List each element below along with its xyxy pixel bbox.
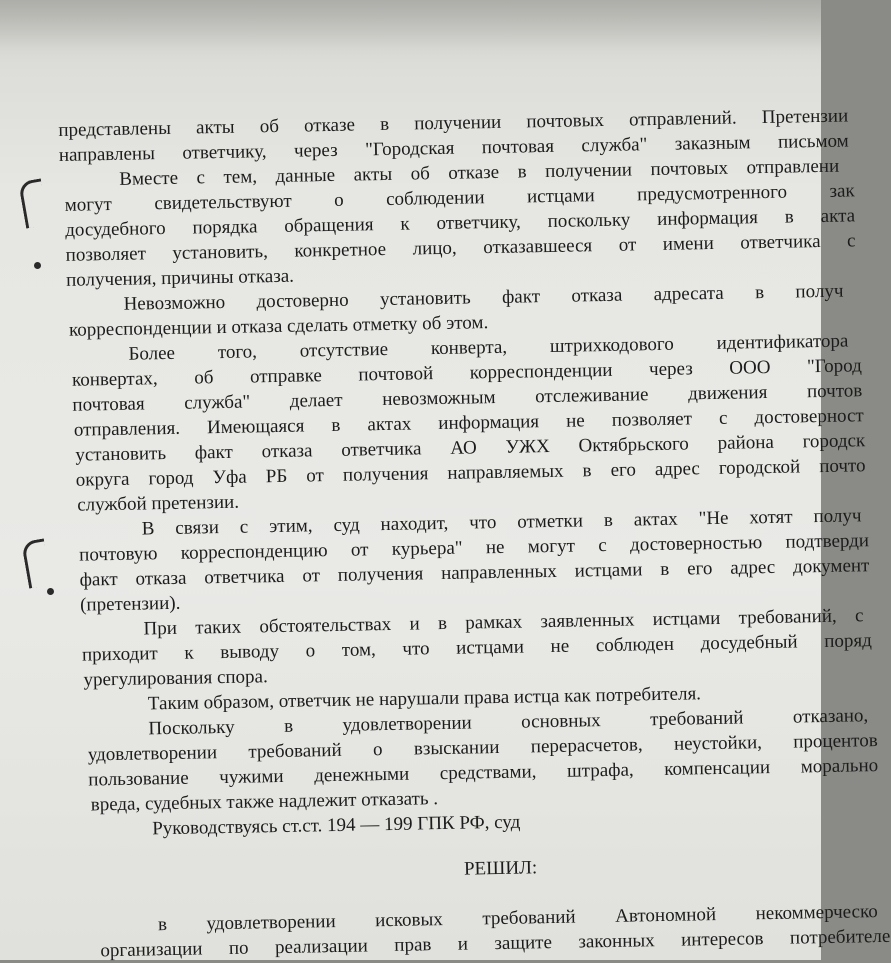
text-line: приходит к выводу о том, что истцами не соблюден досудебный поряд <box>81 630 873 666</box>
text-line: в удовлетворении исковых требований Автономной некоммерческо <box>157 901 878 936</box>
text-line: могут свидетельствуют о соблюдении истцами предусмотренного зак <box>64 180 855 216</box>
text-line: Таким образом, ответчик не нарушали права истца как потребителя. <box>147 683 702 715</box>
text-line: факт отказа ответчика от получения направленных истцами в его адрес документ <box>79 555 870 591</box>
text-line: установить факт отказа ответчика АО УЖХ Октябрьского района городск <box>75 430 866 466</box>
text-line: службой претензии. <box>77 491 240 516</box>
text-line: конвертах, об отправке почтовой корреспонденции через ООО "Город <box>71 355 862 391</box>
text-line: Вместе с тем, данные акты об отказе в получении почтовых отправлени <box>119 155 840 190</box>
text-line: удовлетворении требований о взыскании перерасчетов, неустойки, процентов <box>87 730 878 766</box>
text-line: Руководствуясь ст.ст. 194 — 199 ГПК РФ, суд <box>152 811 521 840</box>
text-line: пользование чужими денежными средствами, штрафа, компенсации морально <box>88 755 879 791</box>
text-line: представлены акты об отказе в получении почтовых отправлений. Претензии <box>58 105 849 141</box>
text-line: почтовую корреспонденцию от курьера" не могут с достоверностью подтверди <box>78 530 870 566</box>
text-line: Более того, отсутствие конверта, штрихкодового идентификатора <box>128 330 849 365</box>
text-line: досудебного порядка обращения к ответчику, поскольку информация в акта <box>65 205 856 241</box>
text-line: (претензии). <box>79 592 181 616</box>
text-line: почтовая служба" делает невозможным отслеживание движения почтов <box>72 380 863 416</box>
text-line: В связи с этим, суд находит, что отметки в актах "Не хотят получ <box>141 505 862 540</box>
handwritten-dot-mark <box>34 262 41 269</box>
text-line: позволяет установить, конкретное лицо, отказавшееся от имени ответчика с <box>65 230 856 266</box>
text-line: получения, причины отказа. <box>65 265 295 291</box>
text-line: округа город Уфа РБ от получения направляемых в его адрес городской почто <box>75 455 866 491</box>
text-line: Невозможно достоверно установить факт отказа адресата в получ <box>123 280 844 315</box>
text-line: Поскольку в удовлетворении основных требований отказано, <box>148 705 869 740</box>
text-line: вреда, судебных также надлежит отказать . <box>90 788 439 816</box>
handwritten-dot-mark <box>47 588 54 595</box>
decision-heading: РЕШИЛ: <box>463 857 538 880</box>
text-line: отправления. Имеющаяся в актах информация не позволяет с достоверност <box>73 405 864 441</box>
text-line: направлены ответчику, через "Городская почтовая служба" заказным письмом <box>58 130 849 166</box>
text-line: корреспонденции и отказа сделать отметку об этом. <box>68 312 489 341</box>
text-line: урегулирования спора. <box>83 666 268 691</box>
text-line: организации по реализации прав и защите законных интересов потребителе <box>100 925 891 962</box>
text-line: При таких обстоятельствах и в рамках заявленных истцами требований, с <box>143 605 864 640</box>
